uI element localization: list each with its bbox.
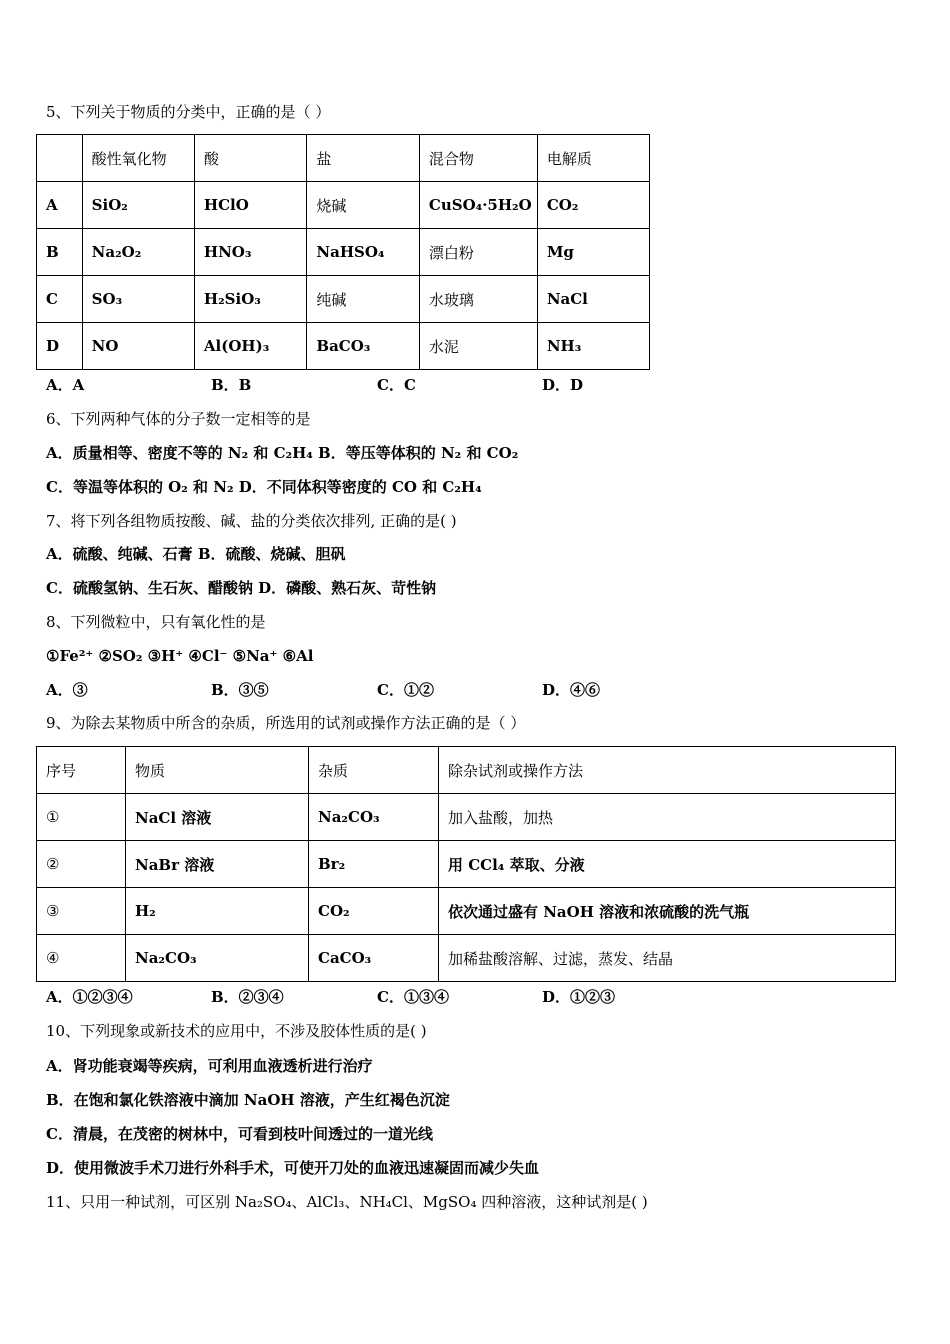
q10-option-a[interactable]: A．肾功能衰竭等疾病，可利用血液透析进行治疗 <box>46 1057 373 1075</box>
option-b[interactable]: B．②③④ <box>211 988 284 1006</box>
option-c[interactable]: C．①② <box>377 681 434 699</box>
cell-method: 加入盐酸，加热 <box>439 794 896 841</box>
header-cell: 酸性氧化物 <box>82 135 194 182</box>
cell-no: ④ <box>37 935 126 982</box>
option-a[interactable]: A．③ <box>46 681 88 699</box>
table-row <box>37 841 896 888</box>
cell-method: 依次通过盛有 NaOH 溶液和浓硫酸的洗气瓶 <box>439 888 896 935</box>
option-a[interactable]: A．①②③④ <box>46 988 133 1006</box>
cell-electrolyte: NaCl <box>537 276 649 323</box>
option-b[interactable]: B．B <box>211 376 252 394</box>
option-c[interactable]: C．C <box>377 376 416 394</box>
q5-stem: 5、下列关于物质的分类中，正确的是（ ） <box>46 103 331 121</box>
option-c[interactable]: C．①③④ <box>377 988 449 1006</box>
header-cell: 除杂试剂或操作方法 <box>439 747 896 794</box>
table-row <box>37 276 650 323</box>
row-label: B <box>37 229 83 276</box>
q6-stem: 6、下列两种气体的分子数一定相等的是 <box>46 410 311 428</box>
table-row <box>37 794 896 841</box>
cell-acid-oxide: SO₃ <box>82 276 194 323</box>
table-header-row <box>37 135 650 182</box>
cell-substance: NaBr 溶液 <box>126 841 309 888</box>
cell-substance: H₂ <box>126 888 309 935</box>
cell-impurity: CO₂ <box>309 888 439 935</box>
cell-acid: HClO <box>194 182 306 229</box>
cell-mixture: 水泥 <box>419 323 537 370</box>
q10-stem: 10、下列现象或新技术的应用中，不涉及胶体性质的是( ) <box>46 1022 427 1040</box>
table-header-row <box>37 747 896 794</box>
q5-classification-table <box>36 134 650 370</box>
table-row <box>37 182 650 229</box>
cell-mixture: 水玻璃 <box>419 276 537 323</box>
option-d[interactable]: D．D <box>542 376 584 394</box>
header-cell: 物质 <box>126 747 309 794</box>
cell-salt: 纯碱 <box>307 276 420 323</box>
row-label: A <box>37 182 83 229</box>
option-b[interactable]: B．③⑤ <box>211 681 269 699</box>
q8-species: ①Fe²⁺ ②SO₂ ③H⁺ ④Cl⁻ ⑤Na⁺ ⑥Al <box>46 647 314 665</box>
q6-options-cd[interactable]: C．等温等体积的 O₂ 和 N₂ D．不同体积等密度的 CO 和 C₂H₄ <box>46 478 482 496</box>
q10-option-b[interactable]: B．在饱和氯化铁溶液中滴加 NaOH 溶液，产生红褐色沉淀 <box>46 1091 450 1109</box>
header-cell <box>37 135 83 182</box>
cell-mixture: CuSO₄·5H₂O <box>419 182 537 229</box>
q11-stem: 11、只用一种试剂，可区别 Na₂SO₄、AlCl₃、NH₄Cl、MgSO₄ 四种溶液，这种试剂是( ) <box>46 1193 648 1211</box>
q7-stem: 7、将下列各组物质按酸、碱、盐的分类依次排列, 正确的是( ) <box>46 512 457 530</box>
cell-no: ② <box>37 841 126 888</box>
table-row <box>37 229 650 276</box>
header-cell: 电解质 <box>537 135 649 182</box>
q7-options-ab[interactable]: A．硫酸、纯碱、石膏 B．硫酸、烧碱、胆矾 <box>46 545 346 563</box>
header-cell: 序号 <box>37 747 126 794</box>
option-a[interactable]: A．A <box>46 376 85 394</box>
cell-method: 用 CCl₄ 萃取、分液 <box>439 841 896 888</box>
cell-salt: NaHSO₄ <box>307 229 420 276</box>
table-row <box>37 935 896 982</box>
option-d[interactable]: D．④⑥ <box>542 681 601 699</box>
row-label: D <box>37 323 83 370</box>
cell-impurity: Na₂CO₃ <box>309 794 439 841</box>
header-cell: 盐 <box>307 135 420 182</box>
cell-electrolyte: Mg <box>537 229 649 276</box>
cell-no: ③ <box>37 888 126 935</box>
cell-salt: 烧碱 <box>307 182 420 229</box>
cell-acid-oxide: SiO₂ <box>82 182 194 229</box>
q9-purification-table <box>36 746 896 982</box>
cell-impurity: Br₂ <box>309 841 439 888</box>
q8-stem: 8、下列微粒中，只有氧化性的是 <box>46 613 266 631</box>
option-d[interactable]: D．①②③ <box>542 988 616 1006</box>
q9-stem: 9、为除去某物质中所含的杂质，所选用的试剂或操作方法正确的是（ ） <box>46 714 526 732</box>
cell-mixture: 漂白粉 <box>419 229 537 276</box>
cell-acid: HNO₃ <box>194 229 306 276</box>
cell-impurity: CaCO₃ <box>309 935 439 982</box>
cell-acid: Al(OH)₃ <box>194 323 306 370</box>
q10-option-c[interactable]: C．清晨，在茂密的树林中，可看到枝叶间透过的一道光线 <box>46 1125 433 1143</box>
cell-acid-oxide: NO <box>82 323 194 370</box>
row-label: C <box>37 276 83 323</box>
cell-acid-oxide: Na₂O₂ <box>82 229 194 276</box>
header-cell: 酸 <box>194 135 306 182</box>
table-row <box>37 323 650 370</box>
q10-option-d[interactable]: D．使用微波手术刀进行外科手术，可使开刀处的血液迅速凝固而减少失血 <box>46 1159 540 1177</box>
cell-salt: BaCO₃ <box>307 323 420 370</box>
cell-acid: H₂SiO₃ <box>194 276 306 323</box>
cell-method: 加稀盐酸溶解、过滤，蒸发、结晶 <box>439 935 896 982</box>
cell-substance: NaCl 溶液 <box>126 794 309 841</box>
cell-substance: Na₂CO₃ <box>126 935 309 982</box>
q6-options-ab[interactable]: A．质量相等、密度不等的 N₂ 和 C₂H₄ B．等压等体积的 N₂ 和 CO₂ <box>46 444 519 462</box>
cell-electrolyte: CO₂ <box>537 182 649 229</box>
header-cell: 杂质 <box>309 747 439 794</box>
cell-no: ① <box>37 794 126 841</box>
q7-options-cd[interactable]: C．硫酸氢钠、生石灰、醋酸钠 D．磷酸、熟石灰、苛性钠 <box>46 579 437 597</box>
header-cell: 混合物 <box>419 135 537 182</box>
cell-electrolyte: NH₃ <box>537 323 649 370</box>
table-row <box>37 888 896 935</box>
